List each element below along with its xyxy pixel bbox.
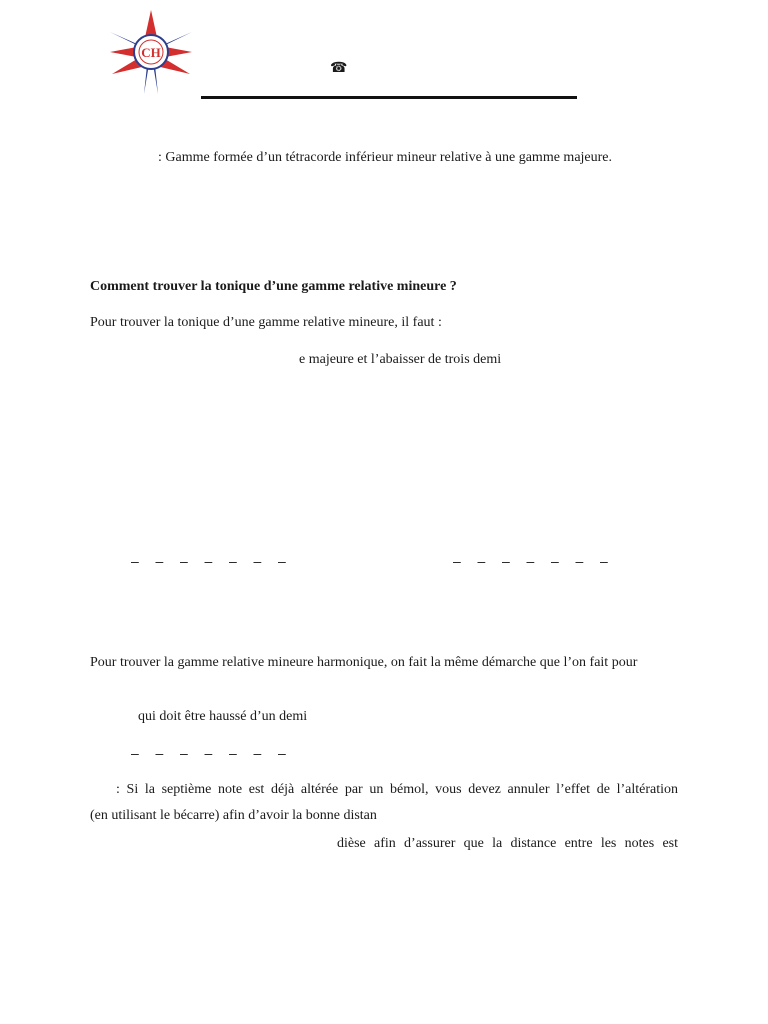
dash-row-right: [453, 553, 625, 569]
dash: –: [253, 553, 262, 569]
dash: –: [477, 553, 486, 569]
school-logo: [108, 8, 194, 96]
dash: –: [229, 553, 237, 569]
step-fragment: e majeure et l’abaisser de trois demi: [299, 352, 502, 367]
note-line-1: : Si la septième note est déjà altérée par un bémol, vous devez annuler l’effet de l’altération: [116, 782, 678, 797]
harmonic-line: Pour trouver la gamme relative mineure harmonique, on fait la même démarche que l’on fait pour: [90, 655, 638, 670]
dash: –: [253, 745, 262, 761]
dash: –: [575, 553, 584, 569]
definition-line: : Gamme formée d’un tétracorde inférieur mineur relative à une gamme majeure.: [158, 150, 613, 165]
dash: –: [551, 553, 559, 569]
intro-line: Pour trouver la tonique d’une gamme relative mineure, il faut :: [90, 315, 442, 330]
dash: –: [204, 553, 213, 569]
dash: –: [131, 745, 139, 761]
dash-row-third: [131, 745, 303, 761]
dash: –: [180, 745, 188, 761]
section-heading: Comment trouver la tonique d’une gamme relative mineure ?: [90, 279, 457, 294]
dash: –: [155, 553, 164, 569]
dash: –: [278, 553, 286, 569]
dash: –: [600, 553, 608, 569]
note-line-2: (en utilisant le bécarre) afin d’avoir la bonne distan: [90, 808, 377, 823]
dash: –: [229, 745, 237, 761]
dash: –: [502, 553, 510, 569]
dash: –: [204, 745, 213, 761]
logo-text: CH: [141, 45, 161, 60]
dash: –: [155, 745, 164, 761]
note-line-3: dièse afin d’assurer que la distance entre les notes est: [337, 836, 678, 851]
dash: –: [131, 553, 139, 569]
dash: –: [180, 553, 188, 569]
dash: –: [526, 553, 535, 569]
dash-row-left: [131, 553, 303, 569]
dash: –: [278, 745, 286, 761]
phone-icon: ☎: [330, 61, 348, 76]
header-divider: [201, 96, 577, 99]
dash: –: [453, 553, 461, 569]
raised-fragment: qui doit être haussé d’un demi: [138, 709, 308, 724]
